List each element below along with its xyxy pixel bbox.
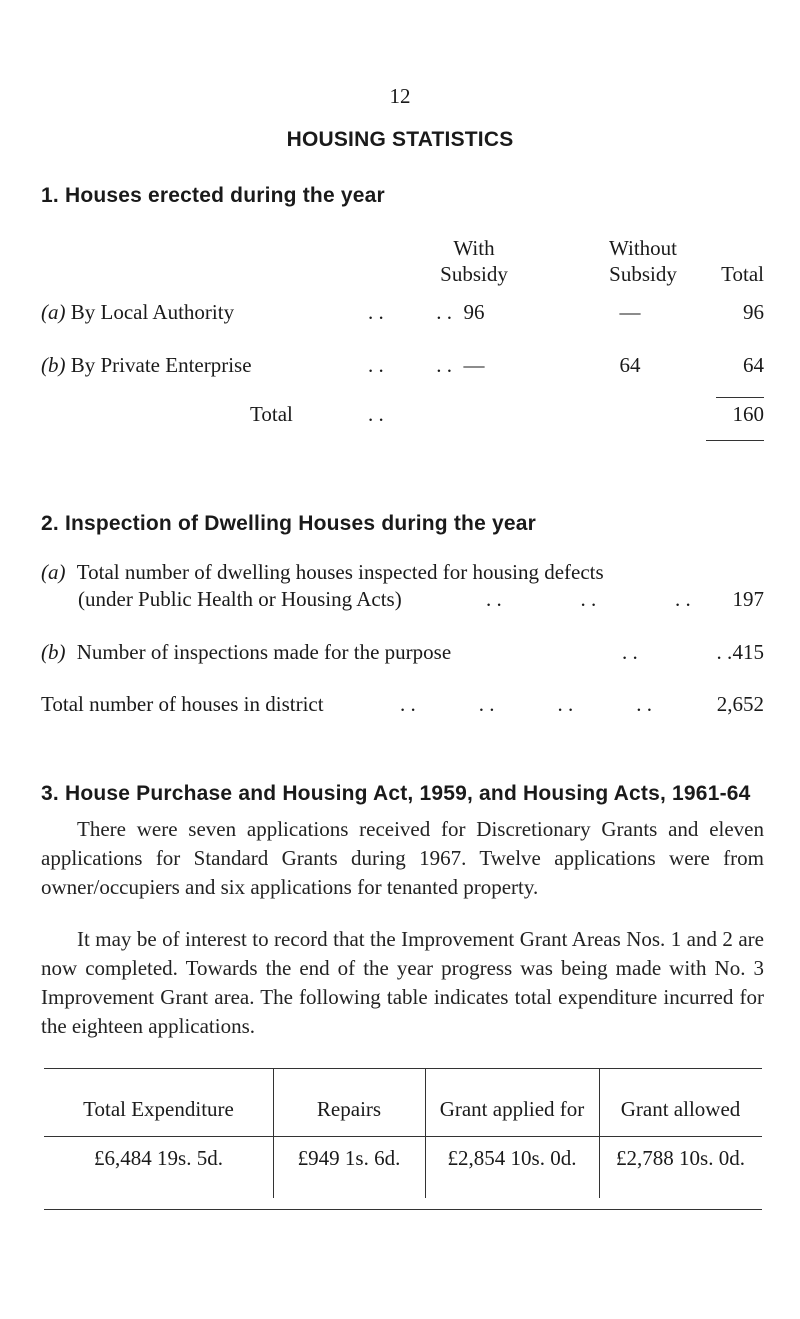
section-2-heading: 2. Inspection of Dwelling Houses during the year xyxy=(41,512,537,535)
row-label: By Local Authority xyxy=(70,300,235,324)
row-local-authority-total: 96 xyxy=(743,300,764,324)
row-private-enterprise-with: — xyxy=(463,353,485,377)
row-prefix: (a) xyxy=(41,300,66,324)
col-with-subsidy-line1: With xyxy=(453,236,495,260)
total-value: 160 xyxy=(732,402,764,426)
row-private-enterprise-label xyxy=(41,353,252,378)
table-cell-grant-allowed: £2,788 10s. 0d. xyxy=(616,1146,745,1170)
leader-dots: . . . . . . . . xyxy=(400,692,652,716)
page-number: 12 xyxy=(389,84,411,108)
section-3-heading-text: 3. House Purchase and Housing Act, 1959, and Housing Acts, 1961-64 xyxy=(41,782,751,805)
total-houses-line: Total number of houses in district xyxy=(41,692,324,716)
table-cell-repairs: £949 1s. 6d. xyxy=(297,1146,401,1170)
table-rule-bottom xyxy=(44,1209,762,1210)
table-header-grant-applied: Grant applied for xyxy=(439,1097,585,1121)
col-with-subsidy-line2: Subsidy xyxy=(440,262,508,286)
table-rule-middle xyxy=(44,1136,762,1137)
row-local-authority-with: 96 xyxy=(463,300,485,324)
row-label: Number of inspections made for the purpose xyxy=(76,640,452,664)
total-rule-bottom xyxy=(706,440,764,441)
leader-dots: . . . . xyxy=(368,300,452,324)
table-divider xyxy=(425,1068,426,1198)
col-total: Total xyxy=(721,262,764,286)
col-without-subsidy-line2: Subsidy xyxy=(609,262,677,286)
total-houses-value: 2,652 xyxy=(716,692,764,716)
row-prefix: (b) xyxy=(41,353,66,377)
table-cell-total-expenditure: £6,484 19s. 5d. xyxy=(94,1146,223,1170)
row-label: By Private Enterprise xyxy=(70,353,252,377)
inspection-a-line2: (under Public Health or Housing Acts) xyxy=(78,587,402,611)
row-private-enterprise-total: 64 xyxy=(743,353,764,377)
total-rule-top xyxy=(716,397,764,398)
table-divider xyxy=(599,1068,600,1198)
row-local-authority-without: — xyxy=(619,300,641,324)
paragraph-improvement-grants: It may be of interest to record that the Improvement Grant Areas Nos. 1 and 2 are now completed. Towards the end of the year progress was being made with No. 3 Improvement Grant area. The following table indicates total expenditure incurred for the eighteen applications. xyxy=(41,927,764,1038)
table-header-total-expenditure: Total Expenditure xyxy=(83,1097,234,1121)
paragraph-applications: There were seven applications received for Discretionary Grants and eleven applications for Standard Grants during 1967. Twelve applications were from owner/occupiers and six applications for tenanted property. xyxy=(41,817,764,899)
page-title: HOUSING STATISTICS xyxy=(286,128,514,151)
row-prefix: (b) xyxy=(41,640,66,664)
leader-dots: . . . . xyxy=(368,353,452,377)
col-without-subsidy-line1: Without xyxy=(609,236,677,260)
section-3-heading xyxy=(41,781,751,806)
section-1-heading: 1. Houses erected during the year xyxy=(41,184,385,207)
row-local-authority-label xyxy=(41,300,234,325)
table-divider xyxy=(273,1068,274,1198)
inspection-a-value: 197 xyxy=(732,587,764,611)
row-prefix: (a) xyxy=(41,560,66,584)
row-label: Total number of dwelling houses inspected for housing defects xyxy=(76,560,604,584)
leader-dots: . . . . . . xyxy=(486,587,691,611)
table-cell-grant-applied: £2,854 10s. 0d. xyxy=(447,1146,577,1170)
table-rule-top xyxy=(44,1068,762,1069)
row-private-enterprise-without: 64 xyxy=(619,353,641,377)
table-header-grant-allowed: Grant allowed xyxy=(620,1097,741,1121)
inspection-a-line1 xyxy=(41,560,604,585)
leader-dots: . . xyxy=(368,402,384,426)
inspection-b-line xyxy=(41,640,451,665)
table-header-repairs: Repairs xyxy=(316,1097,382,1121)
leader-dots: . . . . xyxy=(622,640,733,664)
inspection-b-value: 415 xyxy=(732,640,764,664)
total-label: Total xyxy=(250,402,293,426)
